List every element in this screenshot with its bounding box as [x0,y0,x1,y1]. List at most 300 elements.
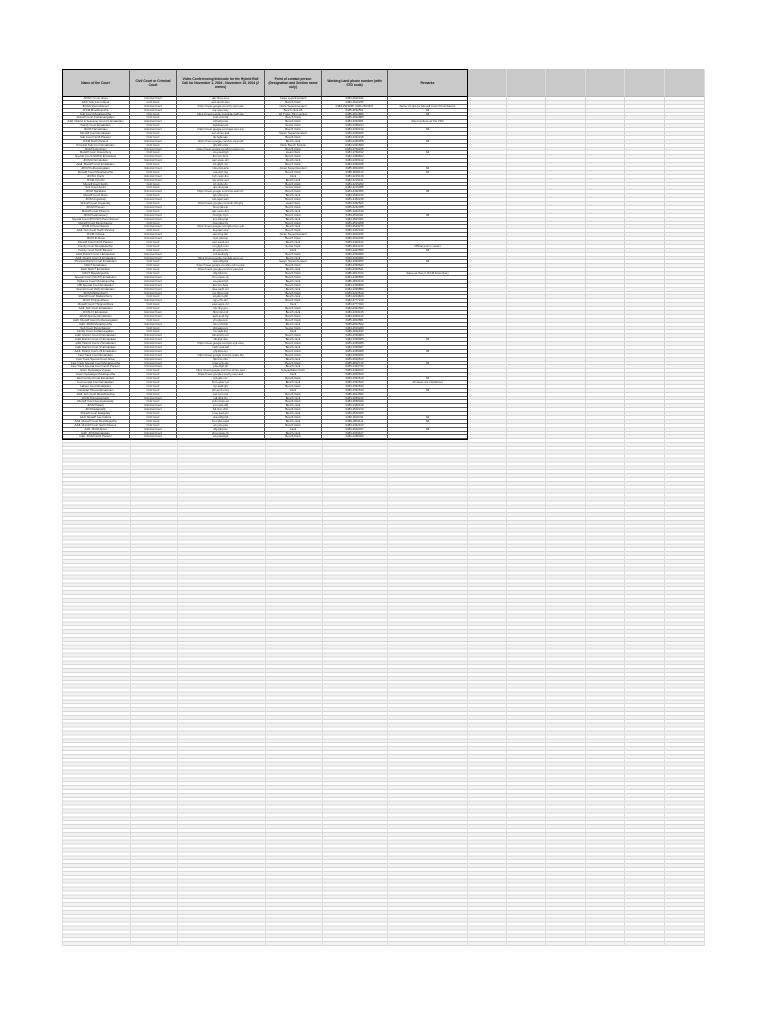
vc-link-cell: zsw-xdec-frv [177,222,265,226]
contact-person-cell: Bench Clerk [265,435,322,439]
court-type-cell: Civil Court [130,245,177,249]
court-type-cell: Criminal Court [130,315,177,319]
phone-number-cell: 0484-2492420 [322,369,388,373]
phone-number-cell: 0484-2394412 [322,159,388,163]
contact-person-cell: Bench Clerk [265,408,322,412]
remarks-cell: Nil [388,109,468,113]
contact-person-cell: Senior Clerk [265,124,322,128]
contact-person-cell: Bench clerk [265,257,322,261]
court-name-cell: MACT Ernakulam [62,264,130,268]
vc-link-cell: pqr-stuv-wxy [177,109,265,113]
contact-person-cell: Senior Superintendent [265,132,322,136]
vc-link-cell: jik-olpm-nbv [177,249,265,253]
phone-number-cell: 0484-2777210 [322,299,388,303]
contact-person-cell: Bench Clerk [265,342,322,346]
court-name-cell: Sub Court Muvattupuzha [62,113,130,117]
court-type-cell: Civil Court [130,295,177,299]
contact-person-cell: Bench Clerk [265,229,322,233]
court-type-cell: Criminal Court [130,105,177,109]
court-name-cell: Family Court Ernakulam [62,124,130,128]
phone-number-cell: 0484-2215388 [322,186,388,190]
contact-person-cell: Bench clerk [265,295,322,299]
remarks-cell: Nil [388,377,468,381]
vc-link-cell: lpq-azws-xed [177,179,265,183]
vc-link-cell[interactable]: https://meet.google.com/qwe-rtyu-iop [177,128,265,132]
empty-column [468,439,507,946]
column-header-vc-link: Video Conferencing link/code for the Hybrid Roll Call for November 1, 2024 - November 15, 2024 (2 weeks) [177,69,265,97]
phone-number-cell: 0485-2814720 [322,272,388,276]
phone-number-cell: 0484-2224620 [322,295,388,299]
contact-person-cell: Junior Superintendent [265,167,322,171]
court-type-cell: Criminal Court [130,214,177,218]
phone-number-cell: 0484-2394417 [322,432,388,436]
court-name-cell: JFCM Kolenchery [62,148,130,152]
empty-column [266,439,323,946]
court-type-cell: Criminal Court [130,311,177,315]
contact-person-cell: Bench Clerk [265,136,322,140]
court-type-cell: Criminal Court [130,334,177,338]
phone-number-cell: 0484-2391620 [322,381,388,385]
contact-person-cell: Bench clerk [265,218,322,222]
court-name-cell: Munsiff Court Thrippunithura [62,303,130,307]
vc-link-cell: mnb-vcxa-sdf [177,346,265,350]
court-name-cell: JFCM Mattancherry [62,292,130,296]
contact-person-cell: Bench Clerk [265,362,322,366]
phone-number-cell: 0484-2622346 [322,237,388,241]
empty-column [323,439,389,946]
contact-person-cell: Bench clerk [265,404,322,408]
vc-link-cell: yui-opas-dfg [177,404,265,408]
court-type-cell: Civil Court [130,124,177,128]
contact-person-cell: Bench Clerk [265,424,322,428]
court-type-cell: Civil Court [130,113,177,117]
remarks-cell: Nil [388,416,468,420]
vc-link-cell: sxe-dcrf-vtg [177,171,265,175]
vc-link-cell: mik-olpq-azw [177,167,265,171]
empty-header-cell [625,69,665,97]
court-name-cell: Special Court (NDPS) Ernakulam [62,155,130,159]
court-type-cell: Civil Court [130,264,177,268]
court-name-cell: Munsiff Court Mattancherry [62,295,130,299]
court-type-cell: Civil Court [130,412,177,416]
court-type-cell: Civil Court [130,424,177,428]
phone-number-cell: 0484-2523268, 0484-2523267 [322,105,388,109]
court-name-cell: Fast Track Special Court Aluva [62,358,130,362]
contact-person-cell: Head Clerk [265,202,322,206]
phone-number-cell: 0484-2445308 [322,140,388,144]
vc-link-cell: vkb-hkxq-mno [177,97,265,101]
vc-link-cell: vbn-mqwe-rty [177,432,265,436]
court-name-cell: JFCM Muvattupuzha [62,109,130,113]
phone-number-cell: 0484-2445309 [322,435,388,439]
contact-person-cell: Bench clerk [265,179,322,183]
court-name-cell: JFCM Edappally [62,408,130,412]
court-name-cell: JFCM-III Ernakulam [62,159,130,163]
table-body [62,97,705,439]
phone-number-cell: 0484-2391562 [322,307,388,311]
court-name-cell: Sub Court North Paravur [62,136,130,140]
vc-link-cell: qaw-sedr-ftg [177,315,265,319]
phone-number-cell: 0484-2622347 [322,428,388,432]
vc-link-cell: ghj-klpo-iuy [177,350,265,354]
phone-number-cell: 0484-2462410 [322,404,388,408]
court-type-cell: Civil Court [130,241,177,245]
court-name-cell: Industrial Tribunal Ernakulam [62,389,130,393]
court-type-cell: Civil Court [130,202,177,206]
vc-link-cell: dfg-hjkl-zxc [177,428,265,432]
court-type-cell: Civil Court [130,327,177,331]
vc-link-cell: jkl-zxcv-bnm [177,155,265,159]
phone-number-cell: 0484-2523270 [322,225,388,229]
vc-link-cell: byh-nujm-iko [177,175,265,179]
court-type-cell: Civil Court [130,330,177,334]
empty-column [507,439,546,946]
court-name-cell: Family Court Kothamangalam [62,330,130,334]
phone-number-cell: 0484-2390840 [322,284,388,288]
court-type-cell: Criminal Court [130,253,177,257]
vc-link-cell[interactable]: https://meet.google.com/zxc-vbnm-qwe [177,369,265,373]
court-name-cell: JFCM-II Ernakulam [62,128,130,132]
court-name-cell: Munsiff Court Muvattupuzha [62,171,130,175]
court-type-cell: Criminal Court [130,288,177,292]
court-type-cell: Criminal Court [130,342,177,346]
court-type-cell: Civil Court [130,319,177,323]
court-name-cell: Addl. District Court-VII Ernakulam [62,350,130,354]
court-name-cell: Addl. Sub Court Aluva [62,101,130,105]
vc-link-cell: aqz-wsxd-cef [177,241,265,245]
phone-number-cell: 0484-2622235 [322,101,388,105]
court-type-cell: Civil Court [130,194,177,198]
contact-person-cell: Head Clerk [265,151,322,155]
phone-number-cell: 0484-2391640 [322,389,388,393]
court-type-cell: Criminal Court [130,404,177,408]
court-type-cell: Civil Court [130,116,177,120]
contact-person-cell: Bench Clerk [265,198,322,202]
vc-link-cell: jum-kilo-pqa [177,218,265,222]
phone-number-cell: 0484-2442413 [322,424,388,428]
court-name-cell: Addl. JFCM Ernakulam [62,432,130,436]
contact-person-cell: Bench Clerk [265,385,322,389]
phone-number-cell: 0484-2650210 [322,397,388,401]
phone-number-cell: 0484-2393483 [322,257,388,261]
phone-number-cell: 0485-2833120 [322,280,388,284]
phone-number-cell: 0484-2393450 [322,260,388,264]
vc-link-cell: cxz-asdf-ghj [177,253,265,257]
court-type-cell: Criminal Court [130,365,177,369]
phone-number-cell: 0485-2832110 [322,171,388,175]
court-name-cell: Addl. Munsiff Court Aluva [62,416,130,420]
court-type-cell: Civil Court [130,222,177,226]
vc-link-cell[interactable]: https://meet.google.com/poi-uytr-ewq [177,342,265,346]
phone-number-cell: 0485-2242305 [322,206,388,210]
phone-number-cell: 0484-2393481 [322,120,388,124]
contact-person-cell: Bench Clerk [265,377,322,381]
court-name-cell: Addl. District Court-I Ernakulam [62,253,130,257]
vc-link-cell: uio-pasd-fgh [177,435,265,439]
contact-person-cell: Bench clerk [265,288,322,292]
court-type-cell: Civil Court [130,307,177,311]
phone-number-cell: 0484-2622344 [322,97,388,101]
court-name-cell: Principal Sub Court Ernakulam [62,144,130,148]
phone-number-cell: 0484-2523280 [322,327,388,331]
contact-person-cell: Bench Clerk [265,171,322,175]
column-header-contact-person: Point of contact person (Designation and Section name only) [265,69,322,97]
vc-link-cell[interactable]: https://meet.google.com/klq-wert-yui [177,257,265,261]
contact-person-cell: Bench clerk [265,323,322,327]
contact-person-cell: Bench clerk [265,280,322,284]
vc-link-cell: ghj-klzx-cvb [177,144,265,148]
court-type-cell: Civil Court [130,171,177,175]
court-type-cell: Criminal Court [130,237,177,241]
phone-number-cell: 0484-2760312 [322,151,388,155]
contact-person-cell: Bench Clerk [265,214,322,218]
phone-number-cell: 0485-2832562 [322,323,388,327]
court-type-cell: Civil Court [130,186,177,190]
court-type-cell: Criminal Court [130,190,177,194]
vc-link-cell[interactable]: https://meet.google.com/lzx-cvbn-mqw [177,264,265,268]
contact-person-cell: Bench clerk [265,432,322,436]
vc-link-cell: mqw-erty-uio [177,362,265,366]
vc-link-cell[interactable]: https://meet.google.com/gtb-nhym-juk [177,225,265,229]
column-header-court-name: Name of the Court [62,69,130,97]
vc-link-cell: fvt-gbyh-nuj [177,163,265,167]
remarks-cell: Official post is vacant [388,245,468,249]
column-header-court-type: Civil Court or Criminal Court [130,69,177,97]
contact-person-cell: Bench clerk [265,268,322,272]
vc-link-cell: qaz-wsxe-dcr [177,159,265,163]
vc-link-cell[interactable]: https://meet.google.com/edc-rfvt-gby [177,202,265,206]
court-name-cell: Fast Track Special Court North Paravur [62,365,130,369]
vc-link-cell: lkj-hgfd-sap [177,136,265,140]
court-name-cell: Addl. Munsiff Court North Paravur [62,424,130,428]
court-name-cell: Fast Track Special Court Muvattupuzha [62,362,130,366]
court-type-cell: Criminal Court [130,120,177,124]
contact-person-cell: Clerk [265,428,322,432]
court-name-cell: Family Court North Paravur [62,249,130,253]
contact-person-cell: Bench Clerk [265,416,322,420]
remarks-cell: Nil [388,128,468,132]
phone-number-cell: 0484-2540320 [322,412,388,416]
remarks-cell: Nil [388,260,468,264]
court-name-cell: Munsiff Court Aluva [62,194,130,198]
contact-person-cell: Bench clerk [265,210,322,214]
phone-number-cell: 0485-2832810 [322,373,388,377]
phone-number-cell: 0484-2492366 [322,190,388,194]
court-name-cell: JFCM (Excise) Ernakulam [62,315,130,319]
court-name-cell: Addl. Sub Court Muvattupuzha [62,393,130,397]
contact-person-cell: Bench clerk [265,412,322,416]
header-row [62,69,705,97]
court-type-cell: Civil Court [130,132,177,136]
phone-number-cell: 0484-2622345 [322,233,388,237]
contact-person-cell: Bench clerk [265,241,322,245]
phone-number-cell: 0484-2393490 [322,354,388,358]
court-type-cell: Civil Court [130,389,177,393]
court-type-cell: Criminal Court [130,167,177,171]
phone-number-cell: 0485-2814210 [322,245,388,249]
vc-link-cell[interactable]: https://meet.google.com/ert-yuio-pas [177,268,265,272]
vc-link-cell: klz-xcvb-nmq [177,389,265,393]
contact-person-cell: Bench clerk [265,338,322,342]
phone-number-cell: 0484-2540210 [322,408,388,412]
vc-link-cell: cdf-whjt-rew [177,120,265,124]
contact-person-cell: Clerk, Bench Section [265,144,322,148]
vc-link-cell: opa-sdfg-hjk [177,260,265,264]
court-type-cell: Criminal Court [130,140,177,144]
empty-header-cell [546,69,586,97]
phone-number-cell: 0484-2394415 [322,311,388,315]
phone-number-cell: 0484-2394416 [322,315,388,319]
phone-number-cell: 0484-2391610 [322,377,388,381]
court-type-cell: Criminal Court [130,323,177,327]
contact-person-cell: Bench clerk [265,346,322,350]
court-type-cell: Civil Court [130,260,177,264]
empty-column [63,439,131,946]
court-name-cell: JFCM-III Aluva [62,237,130,241]
vc-link-cell: jkl-zxcv-bnm [177,284,265,288]
contact-person-cell: Bench Clerk [265,116,322,120]
vc-link-cell: nmq-wert-yui [177,412,265,416]
contact-person-cell: Bench Clerk [265,350,322,354]
court-type-cell: Criminal Court [130,362,177,366]
contact-person-cell: Bench Clerk [265,183,322,187]
remarks-cell: Nil [388,151,468,155]
contact-person-cell: Senior Clerk [265,186,322,190]
contact-person-cell: Bench clerk [265,397,322,401]
empty-header-cell [586,69,625,97]
vc-link-cell: nbv-cxzl-kjh [177,323,265,327]
court-type-cell: Criminal Court [130,428,177,432]
contact-person-cell: Bench Clerk [265,307,322,311]
contact-person-cell: Bench Clerk [265,155,322,159]
vc-link-cell[interactable]: https://meet.google.com/rty-uiop-asd [177,373,265,377]
court-name-cell: Addl. JFCM Aluva [62,428,130,432]
vc-link-cell[interactable]: https://meet.google.com/zws-xedc-rfv [177,190,265,194]
contact-person-cell: Bench Clerk [265,292,322,296]
empty-column [131,439,178,946]
court-type-cell: Criminal Court [130,225,177,229]
court-type-cell: Civil Court [130,210,177,214]
court-name-cell: Addl. District Court-V Ernakulam [62,342,130,346]
court-type-cell: Criminal Court [130,218,177,222]
vc-link-cell[interactable]: https://meet.google.com/bnm-qwer-tyu [177,148,265,152]
court-type-cell: Criminal Court [130,175,177,179]
court-type-cell: Civil Court [130,393,177,397]
court-type-cell: Criminal Court [130,148,177,152]
phone-number-cell: 0484-2452520 [322,202,388,206]
contact-person-cell: Bench Clerk [265,128,322,132]
contact-person-cell: Clerk [265,389,322,393]
court-name-cell: Labour Court Ernakulam [62,385,130,389]
court-name-cell: Addl. JFCM Muvattupuzha [62,323,130,327]
contact-person-cell: Bench Clerk [265,276,322,280]
court-name-cell: JFCM-I Kochi [62,175,130,179]
court-name-cell: JFCM Kalady [62,404,130,408]
phone-number-cell: 0484-2391560 [322,144,388,148]
vc-link-cell[interactable]: https://meet.google.com/vfy-cgnz-pkt [177,105,265,109]
court-type-cell: Civil Court [130,101,177,105]
court-name-cell: Addl. MACT Ernakulam [62,268,130,272]
phone-number-cell: 0484-2622411 [322,416,388,420]
court-name-cell: Munsiff Court Perumbavoor [62,222,130,226]
court-type-cell: Civil Court [130,144,177,148]
contact-person-cell: Bench clerk [265,194,322,198]
court-type-cell: Criminal Court [130,128,177,132]
vc-link-cell[interactable]: https://meet.google.com/tyu-iopa-sdf [177,140,265,144]
vc-link-cell: rdx-tfcy-gvu [177,307,265,311]
contact-person-cell: Bench clerk [265,381,322,385]
court-name-cell: Munsiff Court Kuruppampady [62,400,130,404]
court-name-cell: CBI Special Court Ernakulam [62,284,130,288]
court-name-cell: JFCM-II Aluva [62,233,130,237]
court-type-cell: Criminal Court [130,299,177,303]
empty-column [546,439,586,946]
remarks-cell: Nil [388,350,468,354]
phone-number-cell: 0485-2822881 [322,319,388,323]
court-type-cell: Civil Court [130,369,177,373]
vc-link-cell: vbn-mqwe-rty [177,276,265,280]
contact-person-cell: Bench clerk [265,159,322,163]
phone-number-cell: 0484-2390850 [322,288,388,292]
phone-number-cell: 0484-2391630 [322,385,388,389]
phone-number-cell: 0484-2393486 [322,342,388,346]
vc-link-cell: tgb-yhnu-jmi [177,194,265,198]
vc-link-cell[interactable]: https://meet.google.com/kda-ywfb-tqe [177,113,265,117]
contact-person-cell: Junior Superintendent [265,233,322,237]
contact-person-cell: Bench clerk [265,225,322,229]
court-name-cell: JFCM-II Kochi [62,179,130,183]
court-type-cell: Criminal Court [130,435,177,439]
contact-person-cell: Junior superintendent [265,97,322,101]
phone-number-cell: 0484-2393520 [322,264,388,268]
vc-link-cell: fds-amnb-vcx [177,334,265,338]
court-type-cell: Civil Court [130,377,177,381]
court-name-cell: Addl. District Court-IV Ernakulam [62,338,130,342]
court-type-cell: Criminal Court [130,358,177,362]
empty-column [586,439,625,946]
contact-person-cell: Bench Clerk [265,299,322,303]
court-name-cell: JFCM-IV Ernakulam [62,311,130,315]
empty-sheet-grid [62,439,705,946]
contact-person-cell: Bench Clerk [265,315,322,319]
contact-person-cell: Bench Clerk [265,237,322,241]
phone-number-cell: 0484-2442412 [322,241,388,245]
vc-link-cell: bnm-qwer-tyu [177,381,265,385]
contact-person-cell: Clerk [265,175,322,179]
vc-link-cell: uio-pasd-fgh [177,151,265,155]
court-type-cell: Civil Court [130,416,177,420]
vc-link-cell: yhu-jiko-lpm [177,319,265,323]
court-name-cell: Munsiff Court Piravom [62,210,130,214]
contact-person-cell: Bench clerk A5 [265,109,322,113]
court-name-cell: Addl. Munsiff Court Muvattupuzha [62,420,130,424]
court-name-cell: JFCM Angamaly [62,198,130,202]
empty-header-cell [468,69,507,97]
court-name-cell: Family Court Muvattupuzha [62,245,130,249]
remarks-cell: Nil [388,362,468,366]
phone-number-cell: 0485-2822880 [322,116,388,120]
contact-person-cell: LD Typist, filing section [265,113,322,117]
court-name-cell: MACT Muvattupuzha [62,272,130,276]
court-name-cell: Sub Court Kochi [62,186,130,190]
phone-number-cell: 0484-2442310 [322,229,388,233]
vc-link-cell: qwe-asdz-xcr [177,288,265,292]
vc-link-cell: hym-jukl-iop [177,237,265,241]
empty-column [665,439,705,946]
court-type-cell: Civil Court [130,400,177,404]
vc-link-cell[interactable]: https://meet.google.com/tre-wqas-dfg [177,354,265,358]
court-name-cell: Sub Court Perumbavoor [62,327,130,331]
